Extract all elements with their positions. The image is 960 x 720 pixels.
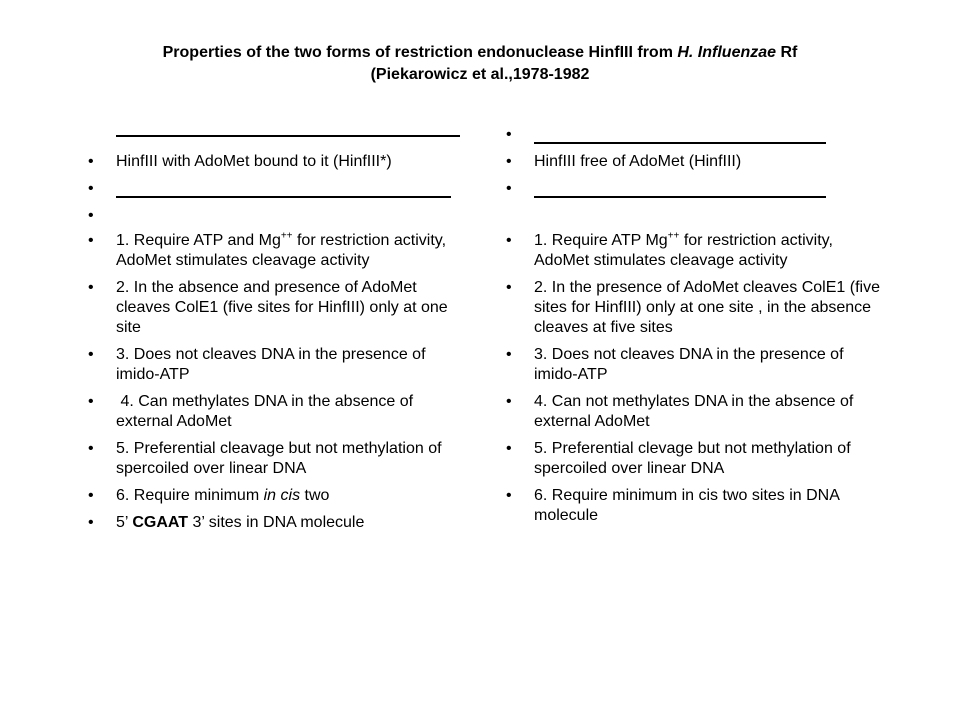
right-item-4: • 4. Can not methylates DNA in the absence of external AdoMet [506, 392, 888, 432]
title-line-2: (Piekarowicz et al.,1978-1982 [370, 66, 590, 83]
right-item-3: • 3. Does not cleaves DNA in the presence of imido-ATP [506, 345, 888, 385]
right-item-5: • 5. Preferential clevage but not methylation of spercoiled over linear DNA [506, 439, 888, 479]
left-item-3: • 3. Does not cleaves DNA in the presence of imido-ATP [88, 345, 468, 385]
page-title [60, 42, 900, 86]
left-item-1: • 1. Require ATP and Mg++ for restriction activity, AdoMet stimulates cleavage activity [88, 231, 468, 271]
left-separator-top [88, 125, 468, 145]
right-separator-top [506, 125, 888, 145]
left-header: • HinfIII with AdoMet bound to it (HinfIII*) [88, 152, 468, 172]
spacer [88, 206, 468, 224]
title-line-1: Properties of the two forms of restriction endonuclease HinfIII from H. Influenzae Rf [162, 44, 798, 61]
left-separator-bottom [88, 179, 468, 199]
right-item-2: • 2. In the presence of AdoMet cleaves ColE1 (five sites for HinfIII) only at one site , in the absence cleaves at five sites [506, 278, 888, 338]
right-bullet-list [506, 125, 888, 526]
divider [116, 118, 460, 137]
divider [116, 179, 451, 198]
left-item-4: • 4. Can methylates DNA in the absence of external AdoMet [88, 392, 468, 432]
left-bullet-list [88, 125, 468, 533]
right-column [506, 125, 888, 533]
divider [534, 179, 826, 198]
right-header: • HinfIII free of AdoMet (HinfIII) [506, 152, 888, 172]
left-column [88, 125, 468, 540]
right-separator-bottom [506, 179, 888, 199]
divider [534, 125, 826, 144]
left-item-5: • 5. Preferential cleavage but not methylation of spercoiled over linear DNA [88, 439, 468, 479]
species-name: H. Influenzae [677, 44, 777, 61]
right-item-1: • 1. Require ATP Mg++ for restriction activity, AdoMet stimulates cleavage activity [506, 231, 888, 271]
left-item-2: • 2. In the absence and presence of AdoMet cleaves ColE1 (five sites for HinfIII) only at one site [88, 278, 468, 338]
left-item-6: • 6. Require minimum in cis two [88, 486, 468, 506]
left-item-7: • 5’ CGAAT 3’ sites in DNA molecule [88, 513, 468, 533]
right-item-6: • 6. Require minimum in cis two sites in DNA molecule [506, 486, 888, 526]
